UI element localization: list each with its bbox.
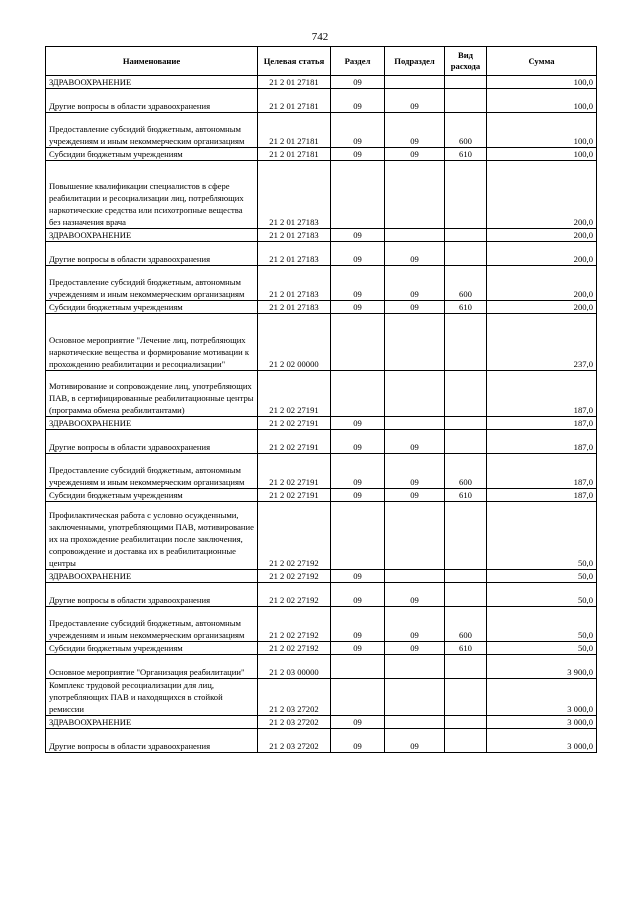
cell-name: ЗДРАВООХРАНЕНИЕ	[46, 76, 258, 89]
cell-target: 21 2 02 27191	[258, 371, 331, 417]
cell-target: 21 2 02 27192	[258, 607, 331, 642]
cell-expense-type	[445, 242, 487, 266]
cell-name: Предоставление субсидий бюджетным, автономным учреждениям и иным некоммерческим организациям	[46, 607, 258, 642]
cell-amount: 187,0	[487, 371, 597, 417]
cell-name: ЗДРАВООХРАНЕНИЕ	[46, 229, 258, 242]
cell-expense-type	[445, 76, 487, 89]
cell-subsection: 09	[385, 454, 445, 489]
cell-target: 21 2 02 27192	[258, 570, 331, 583]
cell-name: ЗДРАВООХРАНЕНИЕ	[46, 570, 258, 583]
cell-subsection	[385, 679, 445, 716]
table-row	[46, 716, 597, 729]
cell-target: 21 2 03 27202	[258, 729, 331, 753]
cell-subsection: 09	[385, 607, 445, 642]
cell-amount: 50,0	[487, 583, 597, 607]
cell-name: Предоставление субсидий бюджетным, автономным учреждениям и иным некоммерческим организациям	[46, 266, 258, 301]
table-header-row	[46, 47, 597, 76]
cell-name: Основное мероприятие "Лечение лиц, потребляющих наркотические вещества и формирование мотивации к прохождению реабилитации и ресоциализации"	[46, 314, 258, 371]
header-expense-type: Вид расхода	[445, 47, 487, 76]
cell-target: 21 2 01 27183	[258, 229, 331, 242]
cell-expense-type: 600	[445, 607, 487, 642]
cell-amount: 50,0	[487, 570, 597, 583]
cell-expense-type: 600	[445, 266, 487, 301]
cell-expense-type	[445, 430, 487, 454]
cell-amount: 200,0	[487, 229, 597, 242]
cell-expense-type	[445, 89, 487, 113]
table-row	[46, 266, 597, 301]
cell-expense-type	[445, 502, 487, 570]
cell-expense-type: 610	[445, 489, 487, 502]
cell-name: Комплекс трудовой ресоциализации для лиц, употребляющих ПАВ и находящихся в стойкой ремиссии	[46, 679, 258, 716]
cell-section: 09	[331, 430, 385, 454]
cell-amount: 100,0	[487, 89, 597, 113]
table-row	[46, 502, 597, 570]
cell-subsection: 09	[385, 489, 445, 502]
cell-section: 09	[331, 229, 385, 242]
cell-target: 21 2 02 27192	[258, 642, 331, 655]
cell-section: 09	[331, 642, 385, 655]
cell-section	[331, 502, 385, 570]
cell-amount: 3 900,0	[487, 655, 597, 679]
cell-amount: 50,0	[487, 502, 597, 570]
cell-target: 21 2 02 00000	[258, 314, 331, 371]
cell-section: 09	[331, 489, 385, 502]
cell-target: 21 2 02 27192	[258, 583, 331, 607]
table-row	[46, 655, 597, 679]
cell-target: 21 2 01 27183	[258, 301, 331, 314]
cell-amount: 3 000,0	[487, 729, 597, 753]
cell-name: Другие вопросы в области здравоохранения	[46, 89, 258, 113]
cell-target: 21 2 01 27181	[258, 113, 331, 148]
cell-expense-type: 610	[445, 148, 487, 161]
cell-amount: 3 000,0	[487, 679, 597, 716]
cell-subsection	[385, 76, 445, 89]
cell-target: 21 2 01 27181	[258, 89, 331, 113]
cell-amount: 200,0	[487, 161, 597, 229]
cell-name: Профилактическая работа с условно осужденными, заключенными, употребляющими ПАВ, мотивирование их на прохождение реабилитации после заключения, сопровождение и доставка их в реабилитационные центры	[46, 502, 258, 570]
cell-expense-type	[445, 161, 487, 229]
cell-name: Субсидии бюджетным учреждениям	[46, 301, 258, 314]
cell-subsection	[385, 655, 445, 679]
cell-target: 21 2 03 27202	[258, 679, 331, 716]
cell-section: 09	[331, 729, 385, 753]
cell-expense-type	[445, 417, 487, 430]
cell-name: Повышение квалификации специалистов в сфере реабилитации и ресоциализации лиц, потребляющих наркотические средства или психотропные вещества без назначения врача	[46, 161, 258, 229]
cell-amount: 200,0	[487, 301, 597, 314]
cell-subsection	[385, 716, 445, 729]
cell-subsection	[385, 502, 445, 570]
cell-target: 21 2 01 27183	[258, 161, 331, 229]
table-row	[46, 570, 597, 583]
header-subsection: Подраздел	[385, 47, 445, 76]
cell-expense-type	[445, 729, 487, 753]
cell-section: 09	[331, 242, 385, 266]
cell-target: 21 2 02 27192	[258, 502, 331, 570]
table-row	[46, 161, 597, 229]
cell-expense-type: 610	[445, 642, 487, 655]
table-row	[46, 729, 597, 753]
cell-subsection: 09	[385, 301, 445, 314]
cell-subsection: 09	[385, 266, 445, 301]
cell-section: 09	[331, 76, 385, 89]
table-row	[46, 679, 597, 716]
cell-target: 21 2 02 27191	[258, 417, 331, 430]
cell-section	[331, 314, 385, 371]
table-row	[46, 417, 597, 430]
cell-target: 21 2 01 27183	[258, 266, 331, 301]
cell-amount: 200,0	[487, 242, 597, 266]
cell-section	[331, 679, 385, 716]
cell-section: 09	[331, 454, 385, 489]
cell-name: Субсидии бюджетным учреждениям	[46, 148, 258, 161]
cell-section: 09	[331, 113, 385, 148]
cell-subsection: 09	[385, 113, 445, 148]
cell-section: 09	[331, 417, 385, 430]
cell-target: 21 2 01 27181	[258, 76, 331, 89]
cell-amount: 50,0	[487, 642, 597, 655]
cell-section	[331, 371, 385, 417]
cell-subsection: 09	[385, 729, 445, 753]
cell-name: Другие вопросы в области здравоохранения	[46, 729, 258, 753]
cell-amount: 50,0	[487, 607, 597, 642]
table-row	[46, 642, 597, 655]
cell-expense-type	[445, 679, 487, 716]
cell-amount: 100,0	[487, 76, 597, 89]
cell-expense-type	[445, 371, 487, 417]
cell-expense-type	[445, 655, 487, 679]
cell-expense-type	[445, 229, 487, 242]
cell-name: Предоставление субсидий бюджетным, автономным учреждениям и иным некоммерческим организациям	[46, 113, 258, 148]
cell-name: ЗДРАВООХРАНЕНИЕ	[46, 716, 258, 729]
cell-expense-type	[445, 314, 487, 371]
cell-target: 21 2 02 27191	[258, 430, 331, 454]
cell-target: 21 2 03 27202	[258, 716, 331, 729]
table-body	[46, 76, 597, 753]
table-row	[46, 607, 597, 642]
cell-section: 09	[331, 148, 385, 161]
cell-expense-type	[445, 716, 487, 729]
cell-name: Субсидии бюджетным учреждениям	[46, 489, 258, 502]
cell-expense-type: 600	[445, 113, 487, 148]
cell-amount: 187,0	[487, 430, 597, 454]
budget-table	[45, 46, 597, 753]
table-row	[46, 489, 597, 502]
cell-amount: 187,0	[487, 417, 597, 430]
table-row	[46, 89, 597, 113]
cell-subsection: 09	[385, 242, 445, 266]
cell-amount: 187,0	[487, 489, 597, 502]
cell-expense-type: 610	[445, 301, 487, 314]
table-row	[46, 113, 597, 148]
header-target: Целевая статья	[258, 47, 331, 76]
cell-amount: 187,0	[487, 454, 597, 489]
cell-section: 09	[331, 583, 385, 607]
header-amount: Сумма	[487, 47, 597, 76]
cell-amount: 100,0	[487, 113, 597, 148]
table-row	[46, 242, 597, 266]
table-row	[46, 148, 597, 161]
cell-amount: 3 000,0	[487, 716, 597, 729]
cell-name: Субсидии бюджетным учреждениям	[46, 642, 258, 655]
cell-subsection: 09	[385, 430, 445, 454]
cell-amount: 200,0	[487, 266, 597, 301]
table-row	[46, 76, 597, 89]
cell-subsection: 09	[385, 642, 445, 655]
cell-amount: 100,0	[487, 148, 597, 161]
cell-target: 21 2 01 27183	[258, 242, 331, 266]
cell-name: ЗДРАВООХРАНЕНИЕ	[46, 417, 258, 430]
cell-section	[331, 655, 385, 679]
table-row	[46, 229, 597, 242]
cell-target: 21 2 02 27191	[258, 489, 331, 502]
cell-subsection	[385, 371, 445, 417]
cell-amount: 237,0	[487, 314, 597, 371]
cell-name: Предоставление субсидий бюджетным, автономным учреждениям и иным некоммерческим организациям	[46, 454, 258, 489]
page-number: 742	[311, 31, 329, 43]
cell-name: Другие вопросы в области здравоохранения	[46, 242, 258, 266]
table-row	[46, 430, 597, 454]
cell-expense-type	[445, 583, 487, 607]
cell-section: 09	[331, 716, 385, 729]
cell-section: 09	[331, 607, 385, 642]
table-row	[46, 301, 597, 314]
cell-subsection	[385, 161, 445, 229]
header-section: Раздел	[331, 47, 385, 76]
table-row	[46, 454, 597, 489]
cell-subsection: 09	[385, 148, 445, 161]
cell-section: 09	[331, 266, 385, 301]
cell-subsection: 09	[385, 89, 445, 113]
table-row	[46, 314, 597, 371]
cell-subsection	[385, 229, 445, 242]
cell-target: 21 2 02 27191	[258, 454, 331, 489]
cell-section: 09	[331, 301, 385, 314]
cell-expense-type: 600	[445, 454, 487, 489]
cell-name: Мотивирование и сопровождение лиц, употребляющих ПАВ, в сертифицированные реабилитационные центры (программа обмена реабилитантами)	[46, 371, 258, 417]
cell-name: Другие вопросы в области здравоохранения	[46, 583, 258, 607]
cell-target: 21 2 03 00000	[258, 655, 331, 679]
cell-subsection	[385, 314, 445, 371]
cell-subsection	[385, 570, 445, 583]
cell-expense-type	[445, 570, 487, 583]
table-row	[46, 583, 597, 607]
cell-target: 21 2 01 27181	[258, 148, 331, 161]
cell-section	[331, 161, 385, 229]
header-name: Наименование	[46, 47, 258, 76]
cell-subsection	[385, 417, 445, 430]
table-row	[46, 371, 597, 417]
cell-section: 09	[331, 89, 385, 113]
cell-name: Основное мероприятие "Организация реабилитации"	[46, 655, 258, 679]
cell-subsection: 09	[385, 583, 445, 607]
cell-name: Другие вопросы в области здравоохранения	[46, 430, 258, 454]
cell-section: 09	[331, 570, 385, 583]
